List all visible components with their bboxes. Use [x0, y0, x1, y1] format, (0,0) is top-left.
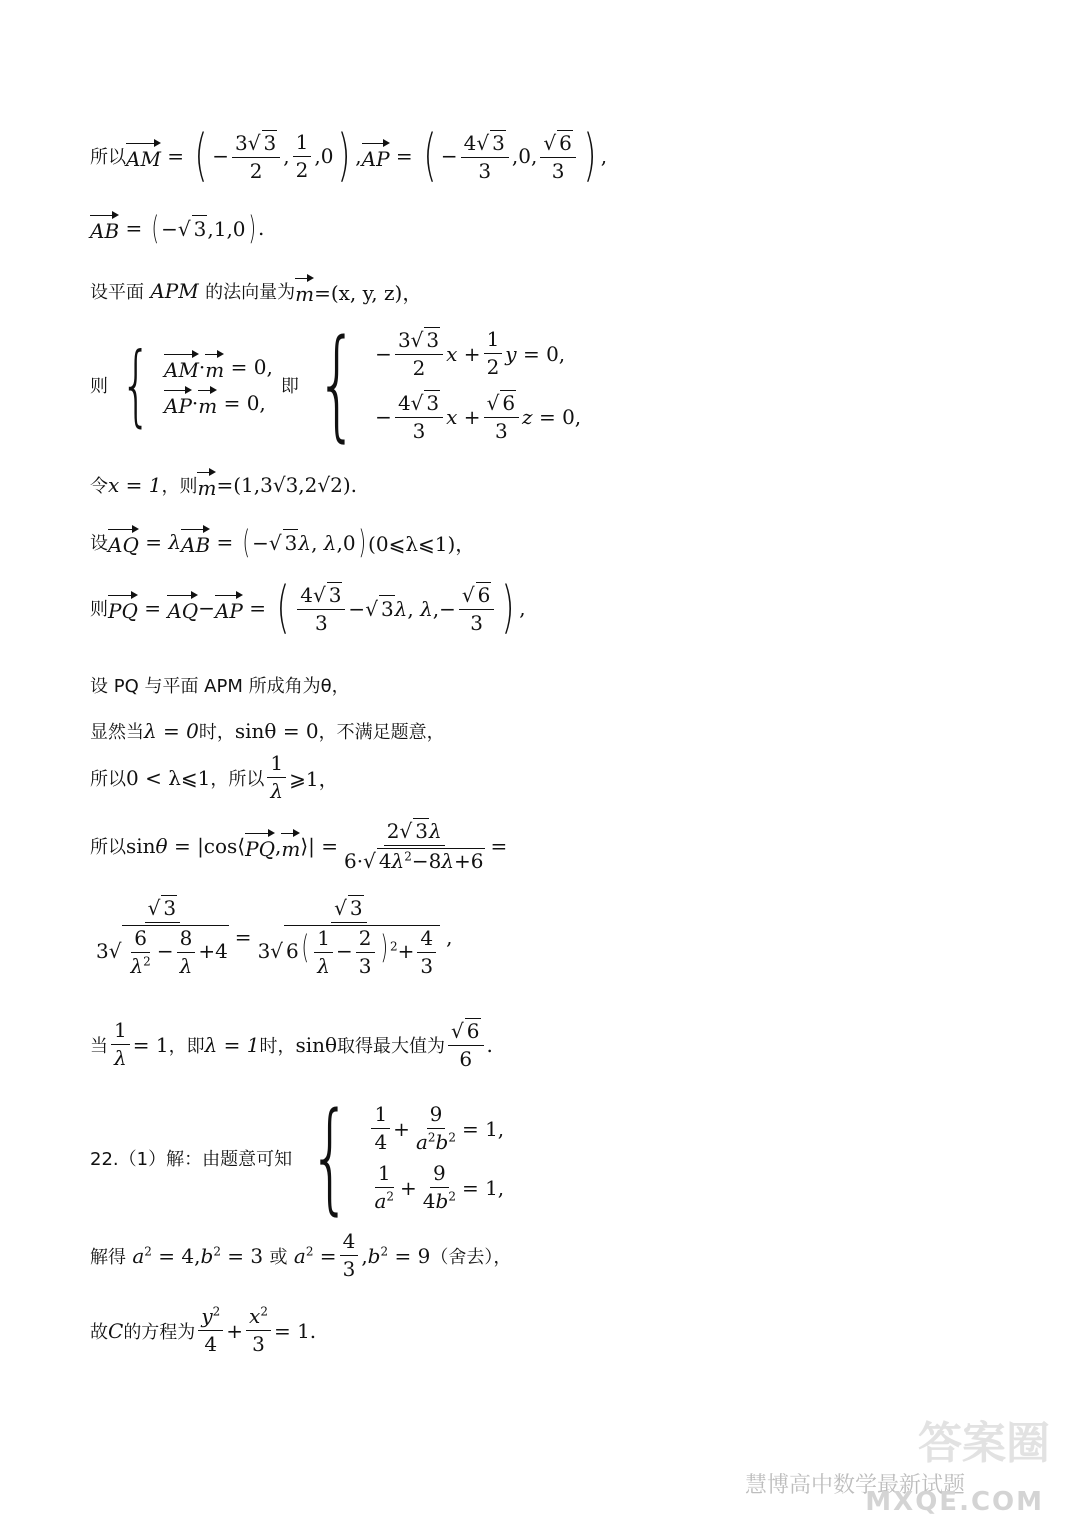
line-lambda-zero: 显然当 λ = 0 时， sinθ = 0 ，不满足题意，	[90, 719, 445, 743]
line-ab: AB = ( −√ 3,1,0 ) .	[90, 209, 265, 247]
watermark-site: MXQE.COM	[865, 1487, 1044, 1517]
vector-ap: AP	[362, 141, 390, 171]
text-suoyi: 所以	[90, 147, 126, 168]
line-sin-2: √ 3 3√ $\frac{6}{\lambda^2}$ − $\frac{8}{\lambda}$ +4 = √ 3 3√ 6( $\frac{1}{\lambda}$ − $\frac{2}{3}$ ) $^2$+ $\frac{4}{3}$ ,	[96, 896, 453, 978]
line-normal-vector: 设平面 APM 的法向量为 m =(x, y, z)，	[90, 276, 422, 306]
line-equation-c: 故 C 的方程为 $\frac{y^2}{4}$ + $\frac{x^2}{3}$ = 1.	[90, 1304, 317, 1356]
line-angle: 设 PQ 与平面 APM 所成角为θ，	[90, 676, 350, 697]
vector-ab: AB	[90, 213, 119, 243]
watermark-wechat: 慧博高中数学最新试题	[745, 1473, 966, 1498]
line-range: 所以 0 < λ⩽1 ，所以 $\frac{1}{\lambda}$ ⩾1，	[90, 751, 339, 803]
line-problem-22: 22.（1）解：由题意可知 { $\frac{1}{4}$ + $\frac{9}{a^2b^2}$ = 1, $\frac{1}{a^2}$ + $\frac{9}{4b^2}$ = 1,	[90, 1088, 505, 1227]
line-let-x: 令 x = 1 ，则 m =(1,3√3,2√2).	[90, 470, 357, 500]
line-system: 则 { AM · m = 0, AP · m = 0, 即 { − $\frac{3√ 3}{2}$ x + $\frac{1}{2}$ y = 0, − $\frac{4√ 3}{3}$ x + $\frac{√ 6}{3}$ z = 0,	[90, 315, 582, 454]
line-pq: 则 PQ = AQ − AP = ( $\frac{4√ 3}{3}$ −√ 3λ, λ,− $\frac{√ 6}{3}$ ) ,	[90, 575, 526, 640]
line-sin: 所以 sinθ = |cos⟨ PQ , m ⟩| = $\frac{2√ 3\lambda}{6\cdot√ 4\lambda^2-8\lambda+6}$ =	[90, 819, 508, 873]
watermark-stamp: 答案圈	[918, 1418, 1050, 1469]
line-am-ap: 所以 AM = ( − $\frac{3√ 3}{2}$ , $\frac{1}{2}$ ,0 ) , AP = ( − $\frac{4√ 3}{3}$ ,0, $\frac{√ 6}{3}$ ) ,	[90, 123, 608, 188]
line-aq: 设 AQ = λ AB = ( −√ 3λ, λ,0 ) (0⩽λ⩽1)，	[90, 523, 476, 561]
vector-am: AM	[126, 141, 161, 171]
line-solve: 解得 $a^2 = 4,b^2 = 3$ 或 $a^2$ = $\frac{4}{3}$ $,b^2 = 9$ （舍去），	[90, 1229, 512, 1281]
line-max: 当 $\frac{1}{\lambda}$ = 1 ，即 λ = 1 时， sinθ 取得最大值为 $\frac{√ 6}{6}$ .	[90, 1018, 493, 1071]
